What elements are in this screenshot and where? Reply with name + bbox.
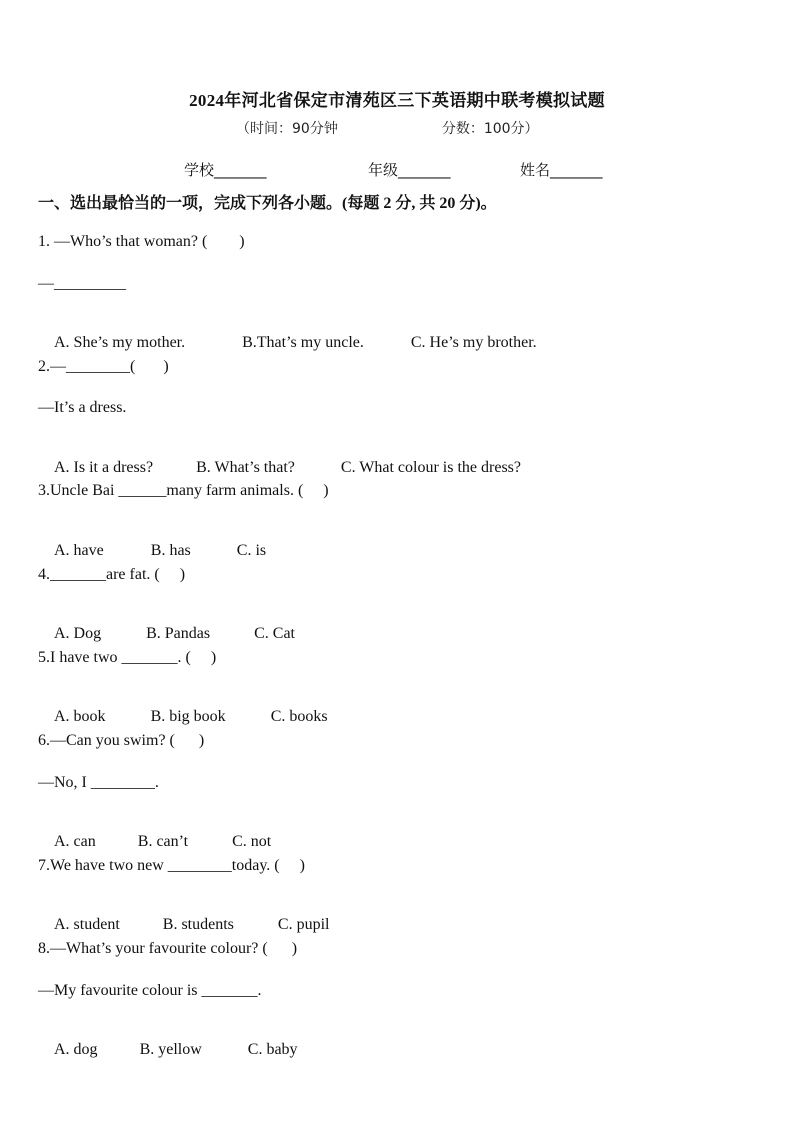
option-a: A. book xyxy=(54,708,106,725)
question-stem: 3.Uncle Bai ______many farm animals. ( ) xyxy=(38,482,329,499)
option-c: C. baby xyxy=(247,1041,298,1058)
option-a: A. can xyxy=(54,833,96,850)
option-b: B. can’t xyxy=(137,833,189,850)
question-reply: —_________ xyxy=(38,275,126,292)
question-stem: 7.We have two new ________today. ( ) xyxy=(38,857,305,874)
option-b: B. has xyxy=(150,542,191,559)
option-b: B.That’s my uncle. xyxy=(242,334,364,351)
option-a: A. dog xyxy=(54,1041,98,1058)
option-c: C. He’s my brother. xyxy=(410,334,537,351)
option-b: B. Pandas xyxy=(146,625,211,642)
option-a: A. have xyxy=(54,542,104,559)
option-b: B. yellow xyxy=(139,1041,202,1058)
option-c: C. What colour is the dress? xyxy=(340,459,521,476)
option-c: C. pupil xyxy=(277,916,330,933)
question-stem: 1. —Who’s that woman? ( ) xyxy=(38,233,245,250)
option-c: C. not xyxy=(232,833,272,850)
question-stem: 2.—________( ) xyxy=(38,358,169,375)
option-b: B. students xyxy=(162,916,234,933)
question-reply: —It’s a dress. xyxy=(38,399,127,416)
option-c: C. is xyxy=(236,542,267,559)
option-a: A. student xyxy=(54,916,120,933)
question-options xyxy=(38,1023,298,1077)
option-a: A. Is it a dress? xyxy=(54,459,154,476)
option-a: A. Dog xyxy=(54,625,102,642)
question-stem: 6.—Can you swim? ( ) xyxy=(38,732,205,749)
question-stem: 4._______are fat. ( ) xyxy=(38,566,186,583)
option-b: B. big book xyxy=(150,708,226,725)
question-reply: —My favourite colour is _______. xyxy=(38,982,262,999)
score-label: 分数：100分） xyxy=(441,121,539,137)
option-c: C. Cat xyxy=(254,625,295,642)
option-b: B. What’s that? xyxy=(196,459,295,476)
grade-field: 年级_______ xyxy=(368,161,451,179)
question-stem: 8.—What’s your favourite colour? ( ) xyxy=(38,940,298,957)
option-c: C. books xyxy=(270,708,328,725)
school-field: 学校_______ xyxy=(184,161,267,179)
question-reply: —No, I ________. xyxy=(38,774,159,791)
name-field: 姓名_______ xyxy=(520,161,603,179)
option-a: A. She’s my mother. xyxy=(54,334,186,351)
question-stem: 5.I have two _______. ( ) xyxy=(38,649,217,666)
page-title: 2024年河北省保定市清苑区三下英语期中联考模拟试题 xyxy=(189,91,605,110)
time-label: （时间：90分钟 xyxy=(236,121,338,137)
section-heading: 一、选出最恰当的一项，完成下列各小题。(每题 2 分, 共 20 分)。 xyxy=(38,195,497,212)
exam-meta xyxy=(236,118,539,138)
